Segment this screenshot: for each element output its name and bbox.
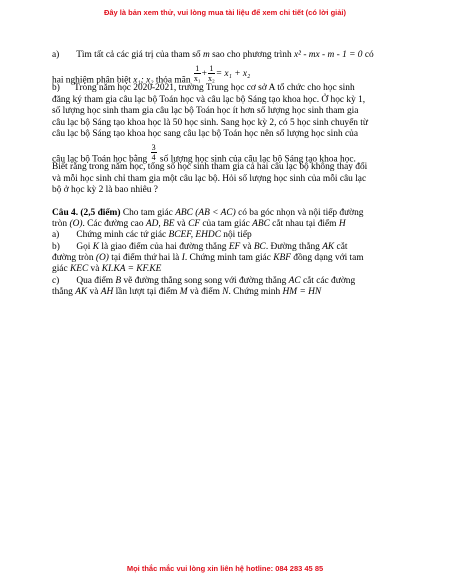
- fraction-2: [208, 64, 215, 83]
- q4b-label: b): [52, 241, 60, 252]
- q4b-line-1: [52, 242, 402, 253]
- fraction-3-4: [151, 143, 157, 162]
- q4b-text4: . Đường thẳng: [265, 241, 320, 252]
- fraction-equation: $\frac{1}{\text{x₁}}$ + $\frac{1}{\text{x₂}}$ = x₁ + x₂: [193, 64, 251, 84]
- part-b-line-3: số lượng học sinh tham gia câu lạc bộ Toán học ít hơn số lượng học sinh tham gia: [52, 106, 359, 117]
- frac2-num: 1: [209, 64, 214, 74]
- part-a-text-c: có: [364, 50, 374, 60]
- part-b-text: Trong năm học 2020-2021, trường Trung học cơ sở A tổ chức cho học sinh: [74, 83, 355, 94]
- q4c2-d: và điểm: [189, 287, 220, 298]
- q4b-ef: EF: [228, 241, 241, 252]
- var-m: m: [202, 50, 210, 60]
- q4b-bc: BC: [253, 241, 266, 252]
- q4-line-1: [52, 208, 402, 219]
- part-b-line-7: Biết rằng trong năm học, tổng số học sinh tham gia cả hai câu lạc bộ không thay đổi: [52, 162, 368, 173]
- q4c-ac: AC: [288, 275, 301, 286]
- part-b-frac-text-a: câu lạc bộ Toán học bằng: [52, 155, 148, 165]
- part-a-line-1: [52, 50, 402, 61]
- part-b-line-9: bộ ở học kỳ 2 là bao nhiêu ?: [52, 185, 158, 196]
- q4-l2-b: . Các đường cao: [82, 218, 144, 229]
- q4b3-a: giác: [52, 264, 68, 275]
- q4-altitudes: AD, BE: [145, 218, 175, 229]
- q4b3-kec: KEC: [69, 264, 89, 275]
- q4b-ak: AK: [322, 241, 335, 252]
- q4b2-o: (O): [95, 253, 109, 264]
- frac-den: 4: [151, 153, 156, 163]
- part-a-text: Tìm tất cả các giá trị của tham số: [76, 50, 201, 60]
- equation: x² - mx - m - 1 = 0: [294, 50, 363, 60]
- q4c-text1: Qua điểm: [76, 275, 114, 286]
- q4-point-h: H: [338, 218, 346, 229]
- q4c2-e: . Chứng minh: [228, 287, 281, 298]
- part-a-line-2: [52, 61, 402, 87]
- q4b-line-2: [52, 253, 402, 264]
- q4b-text3: và: [242, 241, 252, 252]
- q4b-text2: là giao điểm của hai đường thẳng: [101, 241, 227, 252]
- frac-num: 3: [151, 143, 156, 153]
- q4-line-2: [52, 219, 402, 230]
- q4-intro-a: Cho tam giác: [122, 207, 173, 218]
- q4a-quads: BCEF, EHDC: [168, 230, 221, 241]
- part-b-fraction-line: [52, 140, 402, 165]
- q4c2-a: thẳng: [52, 287, 73, 298]
- q4b-line-3: [52, 264, 402, 275]
- part-b-line-5: câu lạc bộ Sáng tạo khoa học sang câu lạc bộ Toán học nên số lượng học sinh của: [52, 128, 358, 139]
- q4c2-n: N: [222, 287, 229, 298]
- fraction-1: [194, 64, 201, 83]
- hotline-footer: Mọi thắc mắc vui lòng xin liên hệ hotline: 084 283 45 85: [126, 564, 324, 573]
- q4c2-m: M: [179, 287, 188, 298]
- part-b-line-2: đăng ký tham gia câu lạc bộ Toán học và câu lạc bộ Sáng tạo khoa học. Ở học kỳ 1,: [52, 94, 366, 105]
- q4b-text1: Gọi: [76, 241, 91, 252]
- document-body: [52, 50, 402, 299]
- q4-alt3: CF: [188, 218, 201, 229]
- q4b2-b: tại điểm thứ hai là: [111, 253, 180, 264]
- q4c2-c: lần lượt tại điểm: [115, 287, 178, 298]
- part-b-line-8: và mỗi học sinh chỉ tham gia một câu lạc bộ. Hỏi số lượng học sinh của mỗi câu lạc: [52, 173, 367, 184]
- preview-notice: Đây là bản xem thử, vui lòng mua tài liệu để xem chi tiết (có lời giải): [103, 8, 347, 17]
- part-b-line-1: [52, 83, 402, 94]
- part-a-text-2: hai nghiệm phân biệt: [52, 76, 131, 87]
- roots: x₁; x₂: [133, 76, 154, 87]
- q4-title: Câu 4. (2,5 điểm): [52, 207, 121, 218]
- q4-l2-d: của tam giác: [202, 218, 250, 229]
- q4b2-i: I: [181, 253, 185, 264]
- q4-circle: (O): [69, 218, 83, 229]
- q4c-text2: vẽ đường thẳng song song với đường thẳng: [123, 275, 287, 286]
- q4b2-d: đồng dạng với tam: [293, 253, 364, 264]
- q4c2-b: và: [89, 287, 99, 298]
- part-b-frac-text-b: số lượng học sinh của câu lạc bộ Sáng tạo khoa học.: [159, 155, 356, 165]
- frac2-den: x₂: [207, 74, 215, 84]
- q4-l2-c: và: [176, 218, 186, 229]
- q4b-k: K: [92, 241, 100, 252]
- q4-l2-a: tròn: [52, 218, 68, 229]
- q4-intro-b: có ba góc nhọn và nội tiếp đường: [238, 207, 364, 218]
- frac1-den: x₁: [193, 74, 201, 84]
- part-b-line-4: câu lạc bộ Sáng tạo khoa học là 50 học sinh. Sang học kỳ 2, có 5 học sinh chuyển từ: [52, 117, 368, 128]
- q4b2-kbf: KBF: [273, 253, 291, 264]
- q4-triangle: ABC (AB < AC): [175, 207, 236, 218]
- q4b2-c: . Chứng minh tam giác: [184, 253, 271, 264]
- q4c2-eq: HM = HN: [282, 287, 322, 298]
- q4b3-b: và: [90, 264, 100, 275]
- eq-rhs: = x₁ + x₂: [215, 69, 251, 80]
- q4-l2-e: cắt nhau tại điểm: [272, 218, 337, 229]
- q4a-text2: nội tiếp: [223, 230, 252, 241]
- part-a-text-b: sao cho phương trình: [212, 50, 292, 60]
- q4a-line: [52, 230, 402, 241]
- part-a-label: a): [52, 50, 60, 60]
- part-b-label: b): [52, 83, 60, 94]
- q4c-text3: cắt các đường: [302, 275, 356, 286]
- q4c-line-1: [52, 276, 402, 287]
- q4c-line-2: [52, 287, 402, 298]
- q4b-text5: cắt: [336, 241, 348, 252]
- q4c2-ah: AH: [100, 287, 114, 298]
- q4b3-eq: KI.KA = KF.KE: [101, 264, 162, 275]
- part-a-text-2b: thỏa mãn: [155, 76, 191, 87]
- q4c2-ak: AK: [75, 287, 88, 298]
- q4-tri2: ABC: [252, 218, 270, 229]
- q4c-label: c): [52, 275, 60, 286]
- frac1-num: 1: [195, 64, 200, 74]
- q4c-b: B: [115, 275, 122, 286]
- q4b2-a: đường tròn: [52, 253, 94, 264]
- q4a-label: a): [52, 230, 60, 241]
- q4a-text: Chứng minh các tứ giác: [76, 230, 167, 241]
